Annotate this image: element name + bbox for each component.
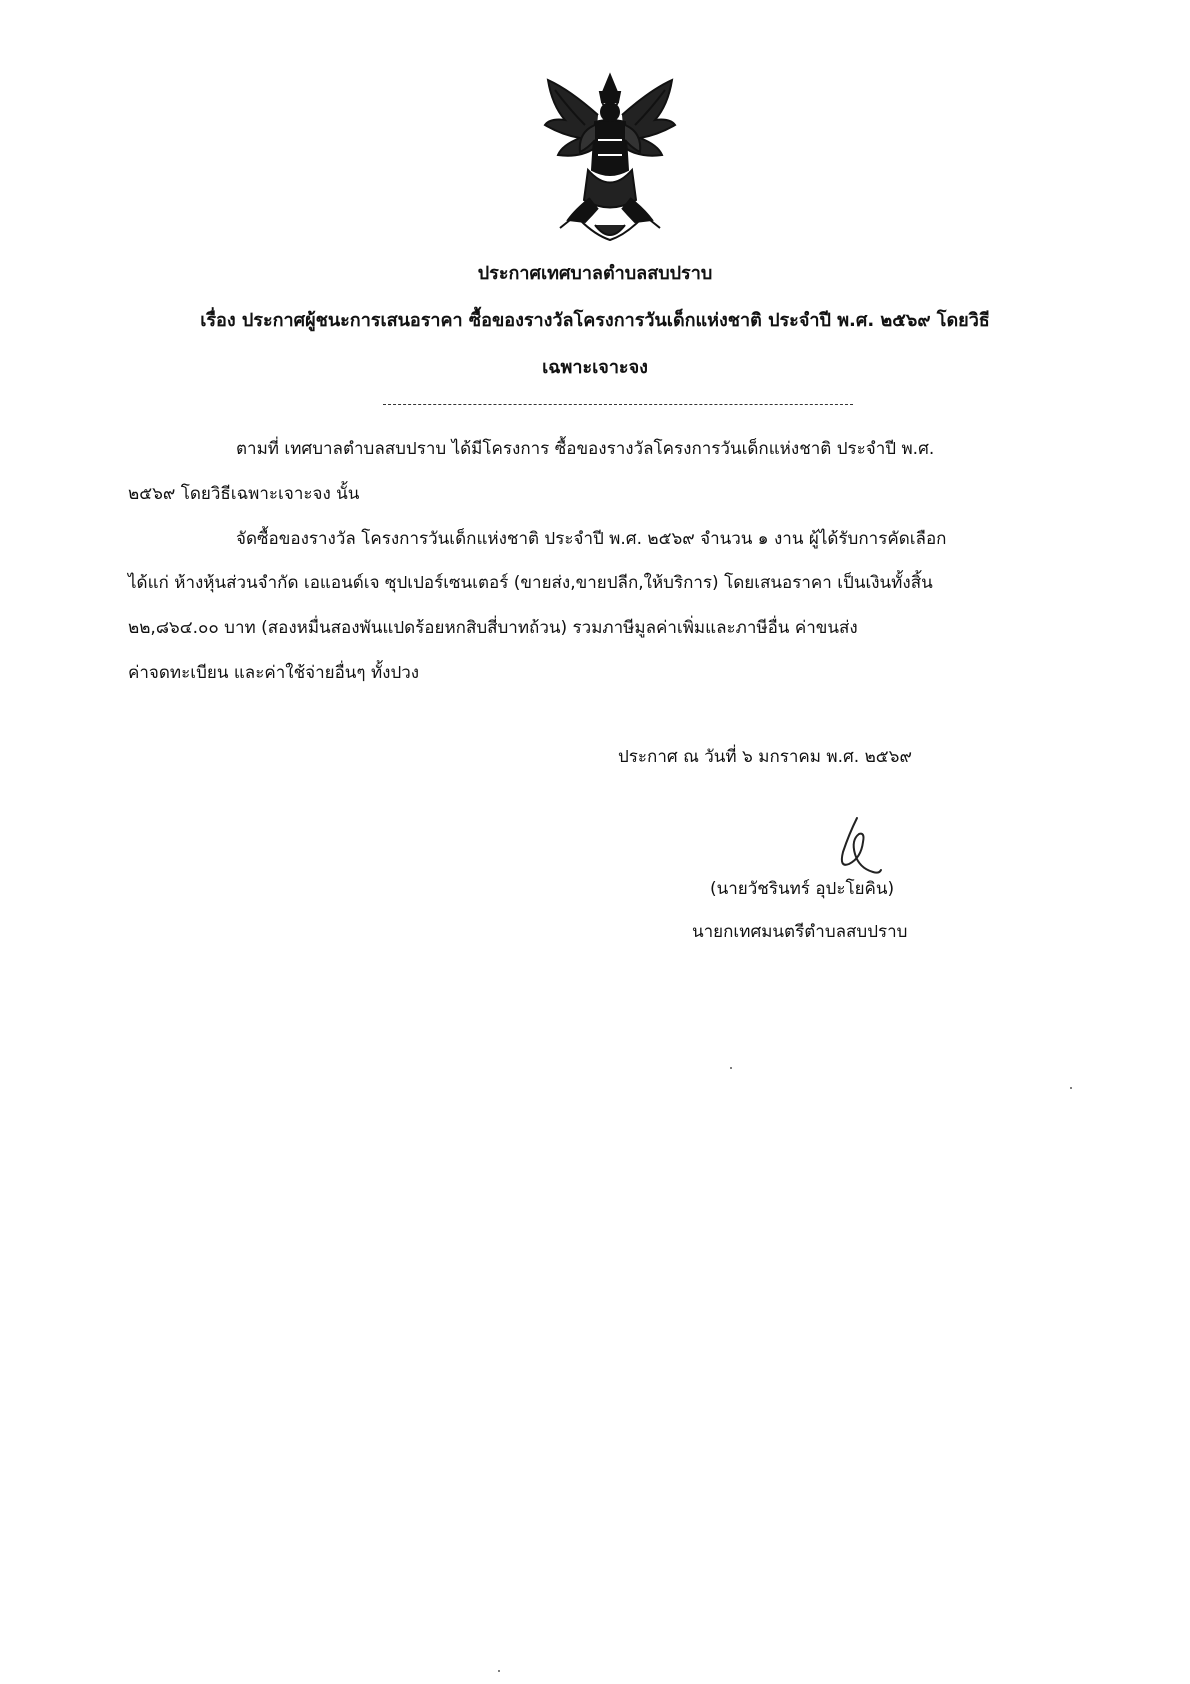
announcement-subject: เรื่อง ประกาศผู้ชนะการเสนอราคา ซื้อของรางวัลโครงการวันเด็กแห่งชาติ ประจำปี พ.ศ. ๒๕๖๙ โดยวิธี xyxy=(200,310,990,331)
signer-name: (นายวัชรินทร์ อุปะโยคิน) xyxy=(710,879,895,899)
body-paragraph-2-line-4: ค่าจดทะเบียน และค่าใช้จ่ายอื่นๆ ทั้งปวง xyxy=(128,663,420,683)
scan-speck xyxy=(1070,1087,1072,1089)
handwritten-signature xyxy=(825,812,885,882)
body-paragraph-1-line-1: ตามที่ เทศบาลตำบลสบปราบ ได้มีโครงการ ซื้อของรางวัลโครงการวันเด็กแห่งชาติ ประจำปี พ.ศ. xyxy=(236,439,935,459)
announcement-subject-continued: เฉพาะเจาะจง xyxy=(542,357,648,378)
scan-speck xyxy=(730,1067,732,1069)
announcement-organization: ประกาศเทศบาลตำบลสบปราบ xyxy=(477,263,713,284)
announcement-date: ประกาศ ณ วันที่ ๖ มกราคม พ.ศ. ๒๕๖๙ xyxy=(618,747,912,767)
body-paragraph-2-line-3: ๒๒,๘๖๔.๐๐ บาท (สองหมื่นสองพันแปดร้อยหกสิบสี่บาทถ้วน) รวมภาษีมูลค่าเพิ่มและภาษีอื่น ค่าขนส่ง xyxy=(128,618,858,638)
garuda-emblem-icon xyxy=(540,70,680,245)
body-paragraph-1-line-2: ๒๕๖๙ โดยวิธีเฉพาะเจาะจง นั้น xyxy=(128,484,360,504)
dashed-divider xyxy=(383,404,853,405)
signer-title: นายกเทศมนตรีตำบลสบปราบ xyxy=(692,922,908,942)
body-paragraph-2-line-1: จัดซื้อของรางวัล โครงการวันเด็กแห่งชาติ ประจำปี พ.ศ. ๒๕๖๙ จำนวน ๑ งาน ผู้ได้รับการคัดเลือก xyxy=(236,529,947,549)
body-paragraph-2-line-2: ได้แก่ ห้างหุ้นส่วนจำกัด เอแอนด์เจ ซุปเปอร์เซนเตอร์ (ขายส่ง,ขายปลีก,ให้บริการ) โดยเสนอราคา เป็นเงินทั้งสิ้น xyxy=(128,573,933,593)
scan-speck xyxy=(498,1670,500,1672)
